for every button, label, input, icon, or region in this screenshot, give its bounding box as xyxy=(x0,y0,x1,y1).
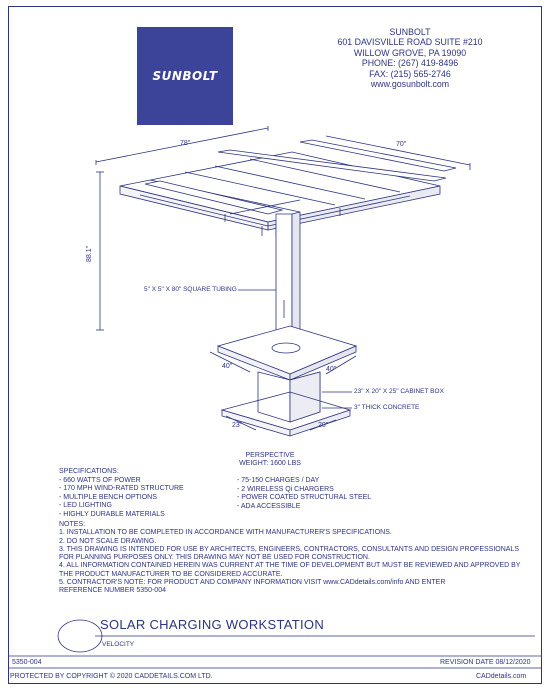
view-weight: WEIGHT: 1600 LBS xyxy=(239,460,301,467)
dim-23: 23" xyxy=(232,422,243,429)
drawing-title: SOLAR CHARGING WORKSTATION xyxy=(100,617,325,632)
spec-item: - ADA ACCESSIBLE xyxy=(237,502,301,510)
specs-heading: SPECIFICATIONS: xyxy=(59,468,119,475)
reference-number: 5350-004 xyxy=(12,659,42,666)
dim-tubing: 5" X 5" X 80" SQUARE TUBING xyxy=(144,286,237,293)
copyright: PROTECTED BY COPYRIGHT © 2020 CADDETAILS.COM LTD. xyxy=(10,673,213,680)
callout-concrete: 3" THICK CONCRETE xyxy=(354,404,420,411)
note-line: 5. CONTRACTOR'S NOTE: FOR PRODUCT AND COMPANY INFORMATION VISIT www.CADdetails.com/info AND ENTER xyxy=(59,579,446,587)
note-line: THE PRODUCT MANUFACTURER TO BE CONSIDERED ACCURATE. xyxy=(59,570,283,578)
company-fax: FAX: (215) 565-2746 xyxy=(369,68,451,79)
note-line: 2. DO NOT SCALE DRAWING. xyxy=(59,537,157,545)
dim-78: 78" xyxy=(180,140,191,147)
spec-item: - 660 WATTS OF POWER xyxy=(59,476,141,484)
note-line: 3. THIS DRAWING IS INTENDED FOR USE BY ARCHITECTS, ENGINEERS, CONTRACTORS, CONSULTANTS AND DESIGN PROFESSIONALS xyxy=(59,545,519,553)
dim-40-right: 40" xyxy=(326,366,337,373)
specifications-right xyxy=(237,477,371,511)
spec-item: - LED LIGHTING xyxy=(59,502,112,510)
site-link[interactable]: CADdetails.com xyxy=(476,673,527,680)
view-caption xyxy=(230,452,310,468)
spec-item: - HIGHLY DURABLE MATERIALS xyxy=(59,510,165,518)
company-address2: WILLOW GROVE, PA 19090 xyxy=(353,47,467,58)
callout-cabinet: 23" X 20" X 25" CABINET BOX xyxy=(354,388,444,395)
spec-item: - 75-150 CHARGES / DAY xyxy=(237,477,320,484)
company-phone: PHONE: (267) 419-8496 xyxy=(361,58,459,69)
dim-70: 70" xyxy=(396,141,407,148)
view-label: PERSPECTIVE xyxy=(245,452,295,459)
spec-item: - MULTIPLE BENCH OPTIONS xyxy=(59,493,157,501)
logo-text: SUNBOLT xyxy=(152,69,218,83)
notes xyxy=(59,521,520,596)
note-line: 1. INSTALLATION TO BE COMPLETED IN ACCORDANCE WITH MANUFACTURER'S SPECIFICATIONS. xyxy=(59,529,392,537)
drawing-subtitle: VELOCITY xyxy=(102,641,135,648)
spec-item: - 170 MPH WIND-RATED STRUCTURE xyxy=(59,485,184,493)
company-name: SUNBOLT xyxy=(389,27,431,37)
note-line: 4. ALL INFORMATION CONTAINED HEREIN WAS CURRENT AT THE TIME OF DEVELOPMENT BUT MUST BE REVIEWED AND APPROVED BY xyxy=(59,562,521,570)
company-address1: 601 DAVISVILLE ROAD SUITE #210 xyxy=(337,37,483,48)
notes-heading: NOTES: xyxy=(59,521,86,528)
spec-item: - 2 WIRELESS Qi CHARGERS xyxy=(237,485,334,493)
revision-date: REVISION DATE 08/12/2020 xyxy=(440,659,531,666)
dim-height: 88.1" xyxy=(86,245,93,262)
note-line: REFERENCE NUMBER 5350-004 xyxy=(59,587,166,595)
dim-40-left: 40" xyxy=(222,363,233,370)
dim-20: 20" xyxy=(318,422,329,429)
specifications xyxy=(59,468,184,520)
company-website[interactable]: www.gosunbolt.com xyxy=(370,79,450,90)
note-line: FOR PLANNING PURPOSES ONLY. THIS DRAWING MAY NOT BE USED FOR CONSTRUCTION. xyxy=(59,554,370,562)
spec-item: - POWER COATED STRUCTURAL STEEL xyxy=(237,494,372,502)
